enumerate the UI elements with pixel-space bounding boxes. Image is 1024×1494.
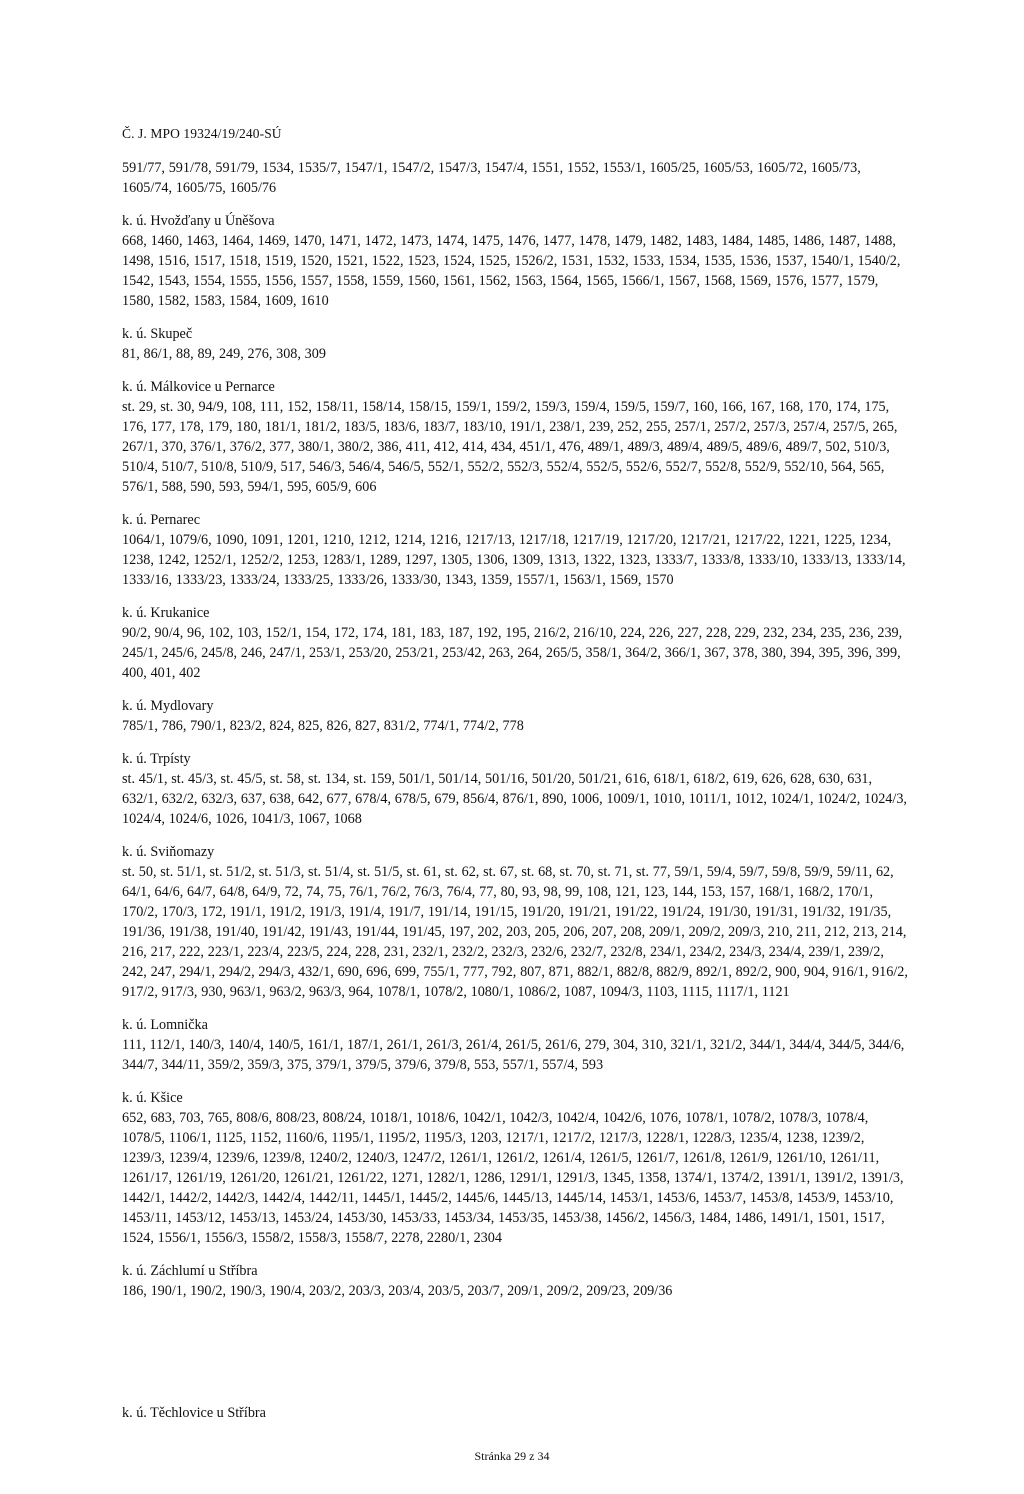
section-zachlumi <box>122 1261 910 1301</box>
section-title: k. ú. Mydlovary <box>122 698 214 714</box>
section-title: k. ú. Lomnička <box>122 1017 208 1033</box>
parcel-list: 785/1, 786, 790/1, 823/2, 824, 825, 826, 827, 831/2, 774/1, 774/2, 778 <box>122 718 524 734</box>
section-title: k. ú. Trpísty <box>122 751 191 767</box>
section-title: k. ú. Hvožďany u Úněšova <box>122 213 275 229</box>
section-lomnicka <box>122 1015 910 1075</box>
intro-section <box>122 158 910 198</box>
section-hvozdany <box>122 211 910 311</box>
parcel-list: 186, 190/1, 190/2, 190/3, 190/4, 203/2, 203/3, 203/4, 203/5, 203/7, 209/1, 209/2, 209/23, 209/36 <box>122 1283 673 1299</box>
document-reference: Č. J. MPO 19324/19/240-SÚ <box>122 126 282 141</box>
section-title: k. ú. Kšice <box>122 1090 183 1106</box>
parcel-list: 111, 112/1, 140/3, 140/4, 140/5, 161/1, 187/1, 261/1, 261/3, 261/4, 261/5, 261/6, 279, 304, 310, 321/1, 321/2, 344/1, 344/4, 344/5, 344/6, 344/7, 344/11, 359/2, 359/3, 375, 379/1, 379/5, 379/6, 379/8, 553, 557/1, 557/4, 593 <box>122 1037 905 1073</box>
section-title-techlovice: k. ú. Těchlovice u Stříbra <box>122 1405 266 1421</box>
parcel-list: 591/77, 591/78, 591/79, 1534, 1535/7, 1547/1, 1547/2, 1547/3, 1547/4, 1551, 1552, 1553/1, 1605/25, 1605/53, 1605/72, 1605/73, 1605/74, 1605/75, 1605/76 <box>122 160 861 196</box>
parcel-list: 81, 86/1, 88, 89, 249, 276, 308, 309 <box>122 346 326 362</box>
section-trpisty <box>122 749 910 829</box>
section-krukanice <box>122 603 910 683</box>
section-skupec <box>122 324 910 364</box>
section-title: k. ú. Sviňomazy <box>122 844 215 860</box>
section-title: k. ú. Záchlumí u Stříbra <box>122 1263 258 1279</box>
section-mydlovary <box>122 696 910 736</box>
section-title: k. ú. Skupeč <box>122 326 193 342</box>
parcel-list: 1064/1, 1079/6, 1090, 1091, 1201, 1210, 1212, 1214, 1216, 1217/13, 1217/18, 1217/19, 1217/20, 1217/21, 1217/22, 1221, 1225, 1234, 1238, 1242, 1252/1, 1252/2, 1253, 1283/1, 1289, 1297, 1305, 1306, 1309, 1313, 1322, 1323, 1333/7, 1333/8, 1333/10, 1333/13, 1333/14, 1333/16, 1333/23, 1333/24, 1333/25, 1333/26, 1333/30, 1343, 1359, 1557/1, 1563/1, 1569, 1570 <box>122 532 906 588</box>
section-malkovice <box>122 377 910 497</box>
parcel-list: 90/2, 90/4, 96, 102, 103, 152/1, 154, 172, 174, 181, 183, 187, 192, 195, 216/2, 216/10, 224, 226, 227, 228, 229, 232, 234, 235, 236, 239, 245/1, 245/6, 245/8, 246, 247/1, 253/1, 253/20, 253/21, 253/42, 263, 264, 265/5, 358/1, 364/2, 366/1, 367, 378, 380, 394, 395, 396, 399, 400, 401, 402 <box>122 625 903 681</box>
parcel-list: 668, 1460, 1463, 1464, 1469, 1470, 1471, 1472, 1473, 1474, 1475, 1476, 1477, 1478, 1479, 1482, 1483, 1484, 1485, 1486, 1487, 1488, 1498, 1516, 1517, 1518, 1519, 1520, 1521, 1522, 1523, 1524, 1525, 1526/2, 1531, 1532, 1533, 1534, 1535, 1536, 1537, 1540/1, 1540/2, 1542, 1543, 1554, 1555, 1556, 1557, 1558, 1559, 1560, 1561, 1562, 1563, 1564, 1565, 1566/1, 1567, 1568, 1569, 1576, 1577, 1579, 1580, 1582, 1583, 1584, 1609, 1610 <box>122 233 901 309</box>
section-ksice <box>122 1088 910 1248</box>
section-title: k. ú. Pernarec <box>122 512 200 528</box>
section-title: k. ú. Málkovice u Pernarce <box>122 379 275 395</box>
parcel-list: st. 50, st. 51/1, st. 51/2, st. 51/3, st. 51/4, st. 51/5, st. 61, st. 62, st. 67, st. 68, st. 70, st. 71, st. 77, 59/1, 59/4, 59/7, 59/8, 59/9, 59/11, 62, 64/1, 64/6, 64/7, 64/8, 64/9, 72, 74, 75, 76/1, 76/2, 76/3, 76/4, 77, 80, 93, 98, 99, 108, 121, 123, 144, 153, 157, 168/1, 168/2, 170/1, 170/2, 170/3, 172, 191/1, 191/2, 191/3, 191/4, 191/7, 191/14, 191/15, 191/20, 191/21, 191/22, 191/24, 191/30, 191/31, 191/32, 191/35, 191/36, 191/38, 191/40, 191/42, 191/43, 191/44, 191/45, 197, 202, 203, 205, 206, 207, 208, 209/1, 209/2, 209/3, 210, 211, 212, 213, 214, 216, 217, 222, 223/1, 223/4, 223/5, 224, 228, 231, 232/1, 232/2, 232/3, 232/6, 232/7, 232/8, 234/1, 234/2, 234/3, 234/4, 239/1, 239/2, 242, 247, 294/1, 294/2, 294/3, 432/1, 690, 696, 699, 755/1, 777, 792, 807, 871, 882/1, 882/8, 882/9, 892/1, 892/2, 900, 904, 916/1, 916/2, 917/2, 917/3, 930, 963/1, 963/2, 963/3, 964, 1078/1, 1078/2, 1080/1, 1086/2, 1087, 1094/3, 1103, 1115, 1117/1, 1121 <box>122 864 908 1000</box>
content-area <box>122 158 910 1314</box>
page-number: Stránka 29 z 34 <box>474 1449 550 1463</box>
parcel-list: st. 45/1, st. 45/3, st. 45/5, st. 58, st. 134, st. 159, 501/1, 501/14, 501/16, 501/20, 501/21, 616, 618/1, 618/2, 619, 626, 628, 630, 631, 632/1, 632/2, 632/3, 637, 638, 642, 677, 678/4, 678/5, 679, 856/4, 876/1, 890, 1006, 1009/1, 1010, 1011/1, 1012, 1024/1, 1024/2, 1024/3, 1024/4, 1024/6, 1026, 1041/3, 1067, 1068 <box>122 771 907 827</box>
section-pernarec <box>122 510 910 590</box>
section-svinomazy <box>122 842 910 1002</box>
section-title: k. ú. Krukanice <box>122 605 210 621</box>
parcel-list: 652, 683, 703, 765, 808/6, 808/23, 808/24, 1018/1, 1018/6, 1042/1, 1042/3, 1042/4, 1042/6, 1076, 1078/1, 1078/2, 1078/3, 1078/4, 1078/5, 1106/1, 1125, 1152, 1160/6, 1195/1, 1195/2, 1195/3, 1203, 1217/1, 1217/2, 1217/3, 1228/1, 1228/3, 1235/4, 1238, 1239/2, 1239/3, 1239/4, 1239/6, 1239/8, 1240/2, 1240/3, 1247/2, 1261/1, 1261/2, 1261/4, 1261/5, 1261/7, 1261/8, 1261/9, 1261/10, 1261/11, 1261/17, 1261/19, 1261/20, 1261/21, 1261/22, 1271, 1282/1, 1286, 1291/1, 1291/3, 1345, 1358, 1374/1, 1374/2, 1391/1, 1391/2, 1391/3, 1442/1, 1442/2, 1442/3, 1442/4, 1442/11, 1445/1, 1445/2, 1445/6, 1445/13, 1445/14, 1453/1, 1453/6, 1453/7, 1453/8, 1453/9, 1453/10, 1453/11, 1453/12, 1453/13, 1453/24, 1453/30, 1453/33, 1453/34, 1453/35, 1453/38, 1456/2, 1456/3, 1484, 1486, 1491/1, 1501, 1517, 1524, 1556/1, 1556/3, 1558/2, 1558/3, 1558/7, 2278, 2280/1, 2304 <box>122 1110 904 1246</box>
parcel-list: st. 29, st. 30, 94/9, 108, 111, 152, 158/11, 158/14, 158/15, 159/1, 159/2, 159/3, 159/4, 159/5, 159/7, 160, 166, 167, 168, 170, 174, 175, 176, 177, 178, 179, 180, 181/1, 181/2, 183/5, 183/6, 183/7, 183/10, 191/1, 238/1, 239, 252, 255, 257/1, 257/2, 257/3, 257/4, 257/5, 265, 267/1, 370, 376/1, 376/2, 377, 380/1, 380/2, 386, 411, 412, 414, 434, 451/1, 476, 489/1, 489/3, 489/4, 489/5, 489/6, 489/7, 502, 510/3, 510/4, 510/7, 510/8, 510/9, 517, 546/3, 546/4, 546/5, 552/1, 552/2, 552/3, 552/4, 552/5, 552/6, 552/7, 552/8, 552/9, 552/10, 564, 565, 576/1, 588, 590, 593, 594/1, 595, 605/9, 606 <box>122 399 898 495</box>
